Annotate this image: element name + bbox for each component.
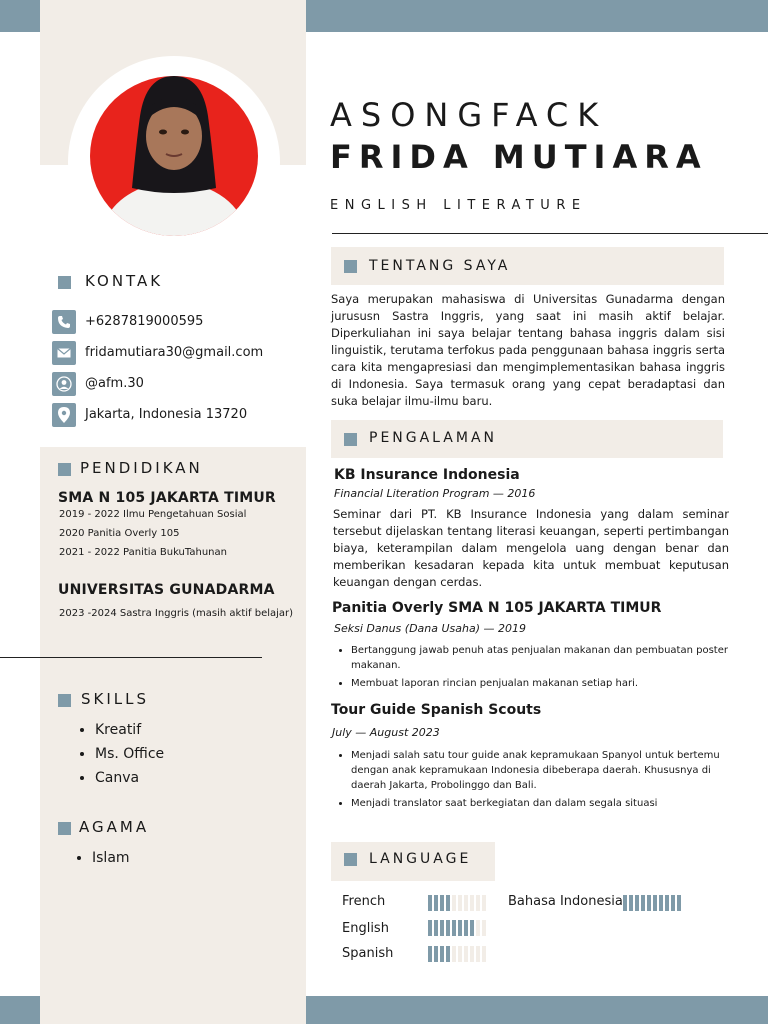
phone-icon (52, 310, 76, 334)
language-meter-segment (641, 895, 645, 911)
pengalaman-title: PENGALAMAN (369, 430, 498, 446)
job-title: Panitia Overly SMA N 105 JAKARTA TIMUR (332, 600, 662, 616)
contact-phone[interactable]: +6287819000595 (85, 314, 204, 329)
language-meter-segment (464, 895, 468, 911)
contact-email[interactable]: fridamutiara30@gmail.com (85, 345, 264, 360)
language-meter-segment (464, 920, 468, 936)
tentang-title: TENTANG SAYA (369, 258, 511, 274)
language-meter-segment (476, 920, 480, 936)
tentang-marker (344, 260, 357, 273)
language-meter-segment (635, 895, 639, 911)
language-name: French (342, 894, 386, 909)
language-meter-segment (452, 920, 456, 936)
job-bullets (333, 748, 731, 814)
school-name: UNIVERSITAS GUNADARMA (58, 582, 275, 598)
language-meter-segment (458, 946, 462, 962)
language-meter (428, 946, 486, 962)
language-meter-segment (446, 946, 450, 962)
job-bullet: • Membuat laporan rincian penjualan makanan setiap hari. (351, 676, 731, 691)
skill-item: • Canva (95, 770, 164, 786)
agama-item: • Islam (92, 850, 130, 866)
language-meter (428, 920, 486, 936)
agama-title: AGAMA (79, 818, 150, 836)
language-meter-segment (452, 946, 456, 962)
language-marker (344, 853, 357, 866)
language-meter-segment (671, 895, 675, 911)
language-meter-segment (452, 895, 456, 911)
agama-marker (58, 822, 71, 835)
about-text: Saya merupakan mahasiswa di Universitas Gunadarma dengan jurususn Sastra Inggris, yang saat ini masih aktif belajar. Diperkuliahan ini saya belajar tentang bahasa inggris dalam sisi linguistik, terutama terfokus pada penggunaan bahasa inggris serta cara kita mengapresiasi dan mengimplementasikan bahasa inggris di Indonesia. Saya termasuk orang yang cepat beradaptasi dan suka belajar ilmu-ilmu baru. (331, 292, 725, 408)
skills-list (77, 722, 164, 794)
top-accent-bar (306, 0, 768, 32)
language-meter-segment (434, 920, 438, 936)
profile-photo (90, 76, 258, 236)
language-meter-segment (446, 895, 450, 911)
language-name: Spanish (342, 946, 394, 961)
job-bullets (333, 643, 731, 694)
contact-address: Jakarta, Indonesia 13720 (85, 407, 248, 422)
language-meter-segment (470, 920, 474, 936)
job-title: KB Insurance Indonesia (334, 467, 520, 483)
school-detail: 2019 - 2022 Ilmu Pengetahuan Sosial (59, 509, 247, 520)
job-subtitle: Financial Literation Program — 2016 (334, 487, 536, 500)
bottom-accent-bar-left (0, 996, 40, 1024)
language-meter-segment (476, 946, 480, 962)
language-meter-segment (623, 895, 627, 911)
language-meter-segment (659, 895, 663, 911)
language-meter-segment (440, 920, 444, 936)
last-name: FRIDA MUTIARA (330, 138, 708, 176)
pendidikan-marker (58, 463, 71, 476)
bottom-accent-bar (306, 996, 768, 1024)
header-divider (332, 233, 768, 234)
language-meter-segment (428, 920, 432, 936)
language-meter-segment (482, 920, 486, 936)
language-meter-segment (470, 946, 474, 962)
language-meter-segment (482, 895, 486, 911)
skills-title: SKILLS (81, 690, 150, 708)
language-meter-segment (470, 895, 474, 911)
job-bullet: • Bertanggung jawab penuh atas penjualan makanan dan pembuatan poster makanan. (351, 643, 731, 673)
language-meter (428, 895, 486, 911)
job-subtitle: July — August 2023 (332, 726, 440, 739)
contact-social[interactable]: @afm.30 (85, 376, 144, 391)
language-meter-segment (482, 946, 486, 962)
job-title: Tour Guide Spanish Scouts (331, 702, 542, 718)
agama-list (74, 850, 130, 874)
job-subtitle: Seksi Danus (Dana Usaha) — 2019 (334, 622, 527, 635)
language-meter (623, 895, 681, 911)
language-meter-segment (428, 895, 432, 911)
school-detail: 2021 - 2022 Panitia BukuTahunan (59, 547, 227, 558)
language-meter-segment (434, 895, 438, 911)
language-meter-segment (647, 895, 651, 911)
school-name: SMA N 105 JAKARTA TIMUR (58, 490, 276, 506)
location-pin-icon (52, 403, 76, 427)
subtitle: ENGLISH LITERATURE (330, 198, 587, 213)
language-meter-segment (434, 946, 438, 962)
first-name: ASONGFACK (330, 96, 608, 134)
language-meter-segment (653, 895, 657, 911)
sidebar-divider (0, 657, 262, 658)
user-icon (52, 372, 76, 396)
skills-marker (58, 694, 71, 707)
language-meter-segment (476, 895, 480, 911)
language-meter-segment (458, 920, 462, 936)
language-meter-segment (428, 946, 432, 962)
skill-item: • Kreatif (95, 722, 164, 738)
language-meter-segment (458, 895, 462, 911)
language-name: Bahasa Indonesia (508, 894, 623, 909)
email-icon (52, 341, 76, 365)
kontak-title: KONTAK (85, 272, 164, 290)
language-meter-segment (665, 895, 669, 911)
job-description: Seminar dari PT. KB Insurance Indonesia yang dalam seminar tersebut dijelaskan tentang literasi keuangan, seperti pertimbangan biaya, keterampilan dalam mengelola uang dengan benar dan memberikan kesadaran kepada kita untuk membuat keputusan keuangan dengan cerdas. (333, 507, 729, 589)
top-accent-bar-left (0, 0, 40, 32)
language-meter-segment (440, 895, 444, 911)
language-meter-segment (629, 895, 633, 911)
school-detail: 2020 Panitia Overly 105 (59, 528, 180, 539)
kontak-marker (58, 276, 71, 289)
job-bullet: • Menjadi translator saat berkegiatan dan dalam segala situasi (351, 796, 731, 811)
language-name: English (342, 921, 389, 936)
pengalaman-marker (344, 433, 357, 446)
language-meter-segment (677, 895, 681, 911)
language-meter-segment (446, 920, 450, 936)
job-bullet: • Menjadi salah satu tour guide anak kepramukaan Spanyol untuk bertemu dengan anak kepramukaan Indonesia dibeberapa daerah. Khususnya di daerah Jakarta, Probolinggo dan Bali. (351, 748, 731, 793)
language-title: LANGUAGE (369, 851, 472, 867)
skill-item: • Ms. Office (95, 746, 164, 762)
language-meter-segment (440, 946, 444, 962)
pendidikan-title: PENDIDIKAN (80, 459, 203, 477)
language-meter-segment (464, 946, 468, 962)
school-detail: 2023 -2024 Sastra Inggris (masih aktif belajar) (59, 608, 294, 619)
